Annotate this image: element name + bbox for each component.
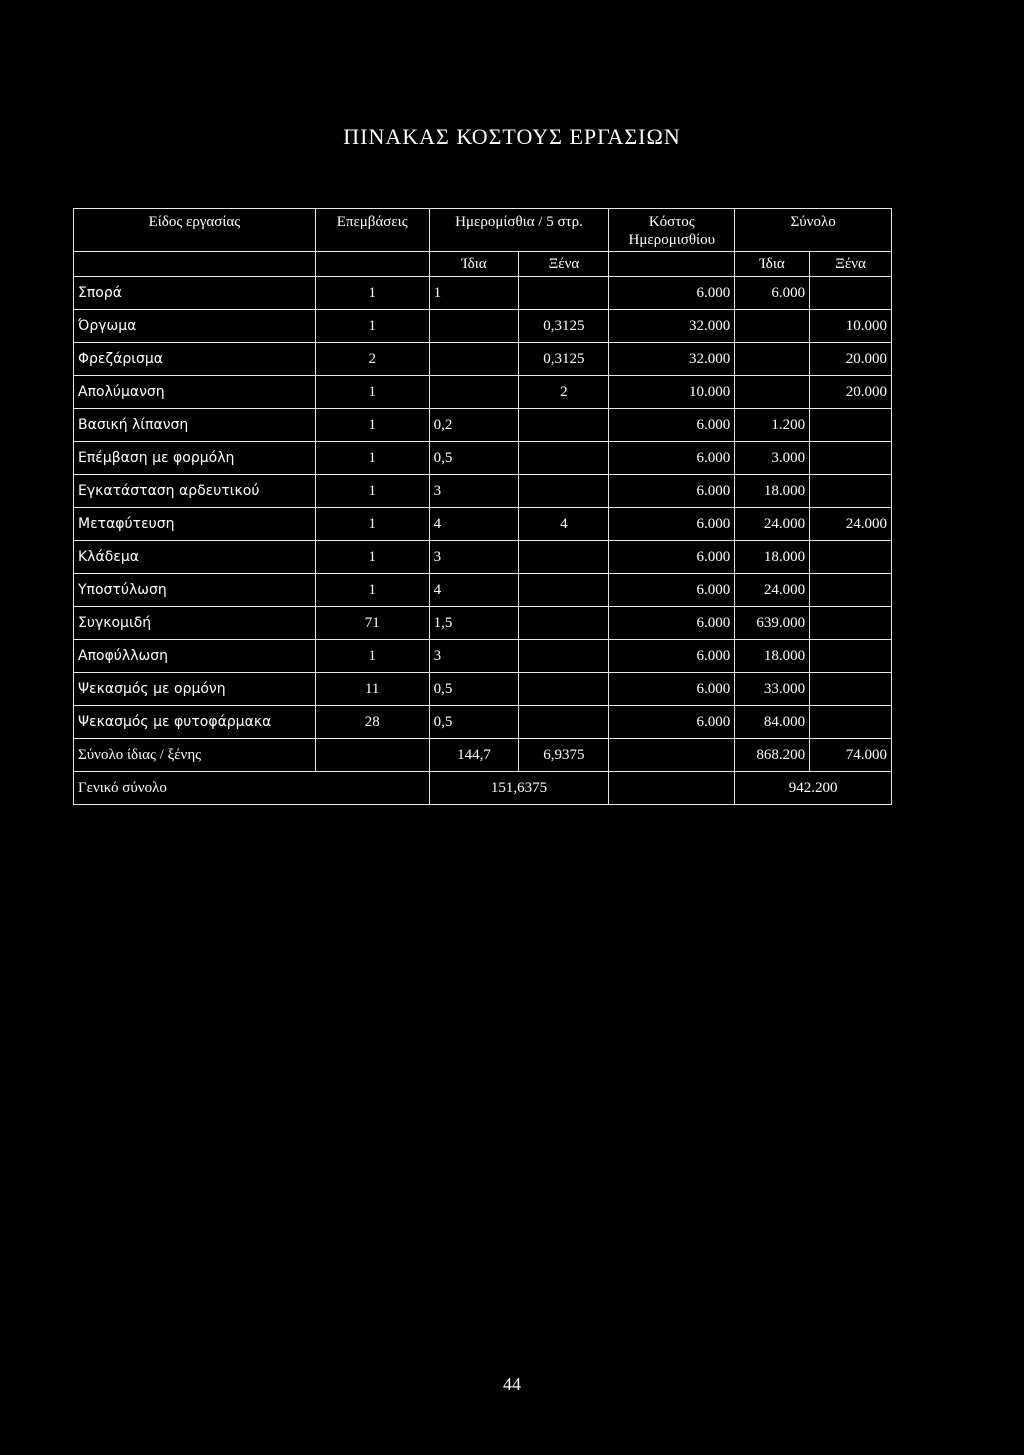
row-own: 0,5 <box>429 706 519 739</box>
table-row <box>74 673 892 706</box>
row-name: Εγκατάσταση αρδευτικού <box>74 475 316 508</box>
table-row <box>74 442 892 475</box>
table-row <box>74 376 892 409</box>
row-cost: 10.000 <box>609 376 735 409</box>
row-foreign: 0,3125 <box>519 343 609 376</box>
row-total-own: 18.000 <box>735 475 810 508</box>
row-name: Βασική λίπανση <box>74 409 316 442</box>
row-cost: 6.000 <box>609 706 735 739</box>
row-total-foreign <box>810 607 892 640</box>
table-row <box>74 706 892 739</box>
subtotal-empty <box>609 739 735 772</box>
row-total-foreign <box>810 475 892 508</box>
row-total-own: 33.000 <box>735 673 810 706</box>
subheader-total-foreign: Ξένα <box>810 252 892 277</box>
header-wages: Ημερομίσθια / 5 στρ. <box>429 209 609 252</box>
subheader-total-own: Ίδια <box>735 252 810 277</box>
row-cost: 6.000 <box>609 574 735 607</box>
row-total-own: 18.000 <box>735 541 810 574</box>
grand-total-label: Γενικό σύνολο <box>74 772 430 805</box>
page-title: ΠΙΝΑΚΑΣ ΚΟΣΤΟΥΣ ΕΡΓΑΣΙΩΝ <box>343 124 681 149</box>
row-total-foreign: 10.000 <box>810 310 892 343</box>
row-foreign <box>519 607 609 640</box>
row-own: 3 <box>429 640 519 673</box>
header-visits: Επεμβάσεις <box>315 209 429 252</box>
row-name: Συγκομιδή <box>74 607 316 640</box>
header-cost-line1: Κόστος <box>648 214 695 230</box>
table-row <box>74 508 892 541</box>
row-visits: 71 <box>315 607 429 640</box>
row-name: Κλάδεμα <box>74 541 316 574</box>
row-foreign <box>519 574 609 607</box>
table-row <box>74 574 892 607</box>
row-cost: 6.000 <box>609 508 735 541</box>
row-visits: 2 <box>315 343 429 376</box>
row-visits: 1 <box>315 409 429 442</box>
table-row <box>74 277 892 310</box>
subtotal-empty <box>315 739 429 772</box>
header-cost-line2: Ημερομισθίου <box>628 232 716 248</box>
row-name: Απολύμανση <box>74 376 316 409</box>
row-total-own: 24.000 <box>735 574 810 607</box>
row-own <box>429 343 519 376</box>
row-total-own: 1.200 <box>735 409 810 442</box>
row-own <box>429 310 519 343</box>
row-cost: 6.000 <box>609 607 735 640</box>
row-name: Όργωμα <box>74 310 316 343</box>
row-foreign <box>519 475 609 508</box>
row-name: Ψεκασμός με φυτοφάρμακα <box>74 706 316 739</box>
cost-table <box>73 208 892 805</box>
header-work-type: Είδος εργασίας <box>74 209 316 252</box>
row-total-own: 3.000 <box>735 442 810 475</box>
row-total-foreign <box>810 640 892 673</box>
row-cost: 6.000 <box>609 640 735 673</box>
row-foreign <box>519 640 609 673</box>
table-row <box>74 343 892 376</box>
row-foreign <box>519 541 609 574</box>
row-own: 4 <box>429 574 519 607</box>
row-foreign <box>519 277 609 310</box>
row-visits: 1 <box>315 310 429 343</box>
table-header-row <box>74 209 892 252</box>
table-row <box>74 640 892 673</box>
grand-total-row <box>74 772 892 805</box>
row-total-foreign <box>810 541 892 574</box>
row-total-foreign <box>810 673 892 706</box>
row-own: 3 <box>429 541 519 574</box>
row-total-own <box>735 310 810 343</box>
subtotal-total-own: 868.200 <box>735 739 810 772</box>
subtotal-row <box>74 739 892 772</box>
table-row <box>74 475 892 508</box>
header-total: Σύνολο <box>735 209 892 252</box>
row-total-foreign <box>810 409 892 442</box>
subheader-foreign: Ξένα <box>519 252 609 277</box>
subtotal-foreign: 6,9375 <box>519 739 609 772</box>
row-name: Ψεκασμός με ορμόνη <box>74 673 316 706</box>
row-own: 4 <box>429 508 519 541</box>
row-cost: 6.000 <box>609 409 735 442</box>
row-visits: 1 <box>315 574 429 607</box>
row-cost: 6.000 <box>609 541 735 574</box>
row-total-own: 18.000 <box>735 640 810 673</box>
row-cost: 6.000 <box>609 277 735 310</box>
row-own: 0,2 <box>429 409 519 442</box>
row-cost: 6.000 <box>609 475 735 508</box>
row-total-foreign: 24.000 <box>810 508 892 541</box>
row-name: Μεταφύτευση <box>74 508 316 541</box>
row-cost: 32.000 <box>609 343 735 376</box>
subheader-empty <box>315 252 429 277</box>
row-name: Επέμβαση με φορμόλη <box>74 442 316 475</box>
subheader-empty <box>609 252 735 277</box>
table-row <box>74 541 892 574</box>
row-foreign: 0,3125 <box>519 310 609 343</box>
row-total-foreign <box>810 277 892 310</box>
table-row <box>74 310 892 343</box>
row-visits: 11 <box>315 673 429 706</box>
row-total-own: 639.000 <box>735 607 810 640</box>
subtotal-own: 144,7 <box>429 739 519 772</box>
row-total-foreign <box>810 574 892 607</box>
row-own <box>429 376 519 409</box>
row-foreign <box>519 706 609 739</box>
header-cost <box>609 209 735 252</box>
grand-total-value: 942.200 <box>735 772 892 805</box>
row-visits: 1 <box>315 508 429 541</box>
subtotal-total-foreign: 74.000 <box>810 739 892 772</box>
row-own: 3 <box>429 475 519 508</box>
row-own: 0,5 <box>429 442 519 475</box>
table-row <box>74 607 892 640</box>
row-name: Φρεζάρισμα <box>74 343 316 376</box>
page-number: 44 <box>503 1374 521 1394</box>
row-total-foreign: 20.000 <box>810 343 892 376</box>
row-own: 0,5 <box>429 673 519 706</box>
row-own: 1,5 <box>429 607 519 640</box>
table-subheader-row <box>74 252 892 277</box>
row-total-own: 24.000 <box>735 508 810 541</box>
row-total-own <box>735 376 810 409</box>
row-own: 1 <box>429 277 519 310</box>
row-name: Αποφύλλωση <box>74 640 316 673</box>
row-cost: 32.000 <box>609 310 735 343</box>
row-visits: 1 <box>315 277 429 310</box>
row-visits: 1 <box>315 376 429 409</box>
row-total-foreign <box>810 442 892 475</box>
grand-total-wages: 151,6375 <box>429 772 609 805</box>
row-foreign <box>519 409 609 442</box>
row-visits: 1 <box>315 442 429 475</box>
row-visits: 1 <box>315 475 429 508</box>
row-total-own <box>735 343 810 376</box>
row-name: Υποστύλωση <box>74 574 316 607</box>
row-visits: 1 <box>315 640 429 673</box>
row-total-own: 84.000 <box>735 706 810 739</box>
row-visits: 28 <box>315 706 429 739</box>
subtotal-label: Σύνολο ίδιας / ξένης <box>74 739 316 772</box>
table-row <box>74 409 892 442</box>
grand-total-empty <box>609 772 735 805</box>
subheader-empty <box>74 252 316 277</box>
row-total-own: 6.000 <box>735 277 810 310</box>
row-foreign: 2 <box>519 376 609 409</box>
row-visits: 1 <box>315 541 429 574</box>
row-cost: 6.000 <box>609 673 735 706</box>
row-foreign <box>519 673 609 706</box>
row-total-foreign <box>810 706 892 739</box>
row-foreign <box>519 442 609 475</box>
row-total-foreign: 20.000 <box>810 376 892 409</box>
row-name: Σπορά <box>74 277 316 310</box>
row-cost: 6.000 <box>609 442 735 475</box>
row-foreign: 4 <box>519 508 609 541</box>
subheader-own: Ίδια <box>429 252 519 277</box>
